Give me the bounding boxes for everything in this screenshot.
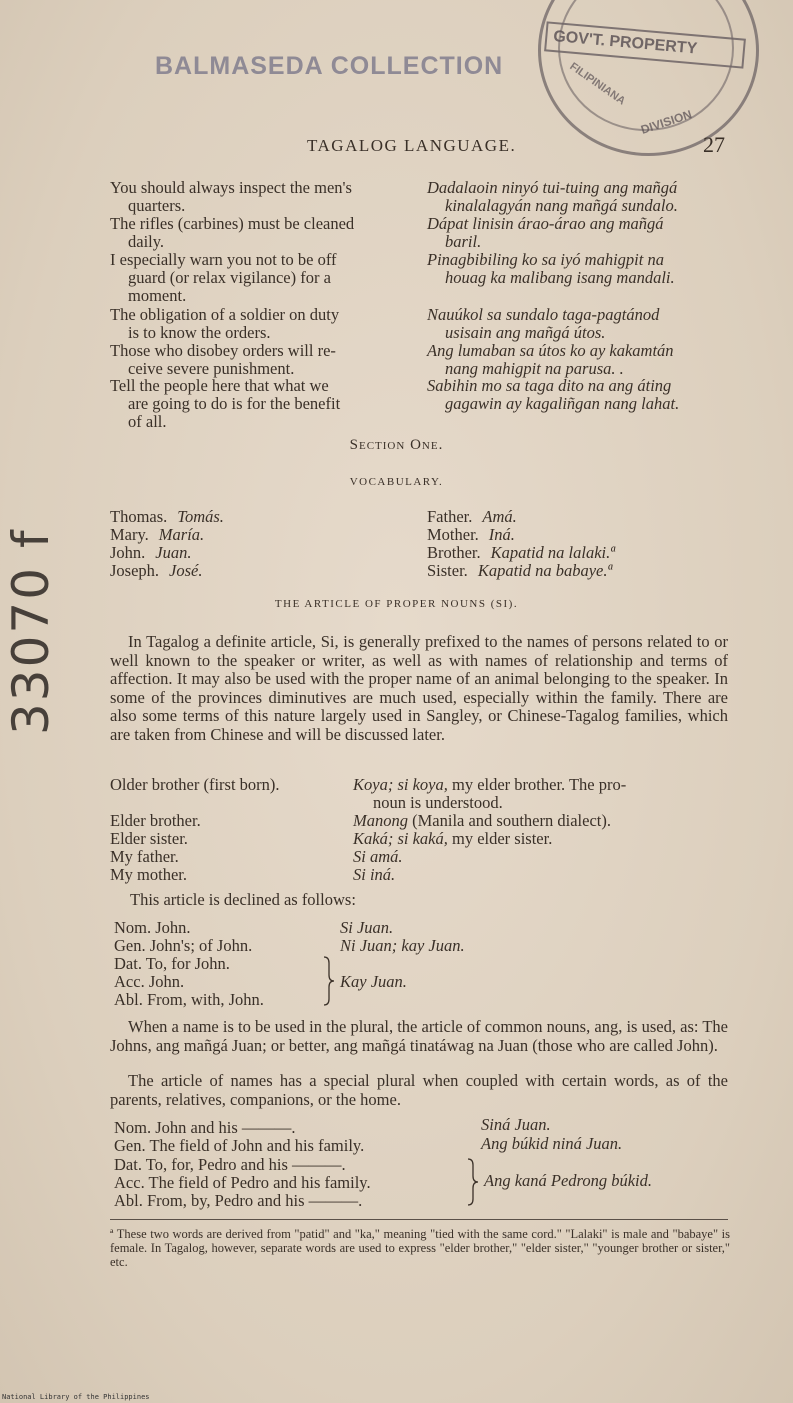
plural-paragraph-text: When a name is to be used in the plural, the article of common nouns, ang, is used, as: The Johns, ang mañgá Juan; or better, ang mañgá tinatáwag na Juan (those who are called John). [110,1017,728,1055]
vocab-entry [427,507,517,527]
kin-term-english: Elder sister. [110,829,188,848]
vocab-tagalog: María. [158,525,205,544]
case-tagalog-text: Ang kaná Pedrong búkid. [484,1171,653,1190]
kin-term-tagalog [353,848,403,866]
kin-term-tagalog [353,830,552,848]
kin-term-word: Koya; si koya, [353,775,448,794]
case-label: Dat. [114,1155,142,1174]
page-number: 27 [703,132,725,157]
vocab-tagalog: Juan. [155,543,192,562]
phrase-tagalog: nang mahigpit na parusa. . [445,359,624,378]
phrase-english: daily. [128,232,165,251]
case-english: John's; of John. [149,936,253,955]
case-label: Nom. [114,918,152,937]
seal-arc-text: FILIPINIANA [567,60,628,108]
phrase-tagalog: Sabihin mo sa taga dito na ang áting [427,376,672,395]
vocab-english: Mother. [427,525,479,544]
vocab-tagalog: José. [169,561,203,580]
vocab-tagalog: Iná. [488,525,515,544]
declension-row [114,919,191,937]
brace-icon [466,1157,480,1207]
vocab-entry [110,507,224,527]
case-tagalog-text: Kay Juan. [340,972,407,991]
case-english: To, for John. [145,954,230,973]
kin-term-english: Older brother (first born). [110,775,280,794]
declension-row [114,937,252,955]
section-title: Section One. [349,437,444,453]
phrase-english: are going to do is for the benefit [128,394,341,413]
vocab-entry [427,525,515,545]
case-tagalog-text: Ni Juan; kay Juan. [340,936,465,955]
case-label: Abl. [114,990,143,1009]
case-label: Acc. [114,972,145,991]
phrase-english: quarters. [128,196,186,215]
kin-term-tagalog [353,812,611,830]
phrase-english: Those who disobey orders will re- [110,341,336,360]
kin-term-english: My father. [110,847,179,866]
phrase-english: I especially warn you not to be off [110,250,337,269]
footnote: ª These two words are derived from "patid" and "ka," meaning "tied with the same cord." "Lalaki" is male and "babaye" is female. In Tagalog, however, separate words are used to express "elder brother," "elder sister," "younger brother or sister," etc. [110,1227,730,1269]
phrase-tagalog: Dadalaoin ninyó tui-tuing ang mañgá [427,178,678,197]
phrase-tagalog: Ang lumaban sa útos ko ay kakamtán [427,341,674,360]
case-label: Abl. [114,1191,143,1210]
declension-intro: This article is declined as follows: [130,890,356,909]
phrase-english: The rifles (carbines) must be cleaned [110,214,355,233]
case-tagalog [481,1135,622,1153]
case-tagalog [340,919,393,937]
kin-term-note: my elder sister. [447,829,553,848]
case-tagalog [481,1116,551,1134]
kin-term-word: Si amá. [353,847,403,866]
vocab-english: Sister. [427,561,468,580]
case-english: From, with, John. [147,990,264,1009]
kin-term-english: Elder brother. [110,811,201,830]
phrase-tagalog: houag ka malibang isang mandali. [445,268,675,287]
vocab-english: Joseph. [110,561,160,580]
case-tagalog-text: Si Juan. [340,918,394,937]
plural-paragraph-2: The article of names has a special plural when coupled with certain words, as of the parents, relatives, companions, or the home. [110,1071,728,1109]
case-label: Dat. [114,954,142,973]
phrase-tagalog: Nauúkol sa sundalo taga-pagtánod [427,305,660,324]
declension-row [114,991,264,1009]
case-english: To, for, Pedro and his ———. [145,1155,346,1174]
vocab-english: Mary. [110,525,149,544]
declension-row [114,1119,296,1137]
declension-row [114,1174,371,1192]
declension-row [114,1156,346,1174]
phrase-english: is to know the orders. [128,323,271,342]
phrase-english: Tell the people here that what we [110,376,329,395]
running-head: TAGALOG LANGUAGE. [307,136,517,155]
phrase-tagalog: usisain ang mañgá útos. [445,323,606,342]
phrase-english: of all. [128,412,167,431]
phrase-tagalog: Dápat linisin árao-árao ang mañgá [427,214,664,233]
vocab-tagalog: Tomás. [177,507,224,526]
vocab-tagalog: Amá. [482,507,517,526]
phrase-english: You should always inspect the men's [110,178,352,197]
kin-term-note: my elder brother. The pro- [447,775,627,794]
seal-band-text: GOV'T. PROPERTY [544,21,746,68]
declension-row [114,1137,364,1155]
kin-term-word: Si iná. [353,865,396,884]
phrase-english: The obligation of a soldier on duty [110,305,340,324]
vocab-english: John. [110,543,146,562]
vocab-entry [110,561,203,581]
vocab-entry [427,561,612,581]
declension-row [114,973,184,991]
case-english: John and his ———. [155,1118,296,1137]
phrase-tagalog: kinalalagyán nang mañgá sundalo. [445,196,678,215]
vocab-entry [427,543,615,563]
kin-term-word: Manong [353,811,408,830]
case-tagalog [340,973,407,991]
case-english: The field of John and his family. [149,1136,365,1155]
brace-icon [322,955,336,1007]
handwritten-accession-number: 33070 f [2,528,60,735]
vocab-english: Father. [427,507,473,526]
phrase-english: ceive severe punishment. [128,359,295,378]
kin-term-tagalog [353,776,728,794]
vocab-tagalog: Kapatid na lalaki.ª [490,543,615,562]
case-tagalog-text: Siná Juan. [481,1115,551,1134]
kin-term-english: My mother. [110,865,187,884]
vocab-entry [110,525,204,545]
case-tagalog [484,1172,652,1190]
phrase-english: guard (or relax vigilance) for a [128,268,331,287]
kin-term-tagalog [353,866,395,884]
case-label: Gen. [114,1136,146,1155]
kin-term-note: (Manila and southern dialect). [408,811,611,830]
collection-stamp: BALMASEDA COLLECTION [155,52,504,80]
case-tagalog-text: Ang búkid niná Juan. [481,1134,623,1153]
kin-term-word: Kaká; si kaká, [353,829,448,848]
case-english: The field of Pedro and his family. [148,1173,371,1192]
case-label: Acc. [114,1173,145,1192]
article-paragraph: In Tagalog a definite article, Si, is generally prefixed to the names of persons related to or well known to the speaker or writer, as well as with names of relationship and terms of affection. It may also be used with the proper name of an animal belonging to the speaker. In some of the provinces diminutives are much used, especially within the family. There are also some terms of this nature largely used in Sangley, or Chinese-Tagalog families, which are taken from Chinese and will be discussed later. [110,632,728,744]
vocab-tagalog: Kapatid na babaye.ª [477,561,613,580]
vocabulary-heading: VOCABULARY. [349,476,444,488]
vocab-entry [110,543,192,563]
declension-row [114,1192,362,1210]
phrase-tagalog: gagawin ay kagaliñgan nang lahat. [445,394,680,413]
vocab-english: Brother. [427,543,481,562]
case-tagalog [340,937,465,955]
phrase-english: moment. [128,286,187,305]
declension-row [114,955,230,973]
library-credit: National Library of the Philippines [2,1393,150,1401]
article-heading: THE ARTICLE OF PROPER NOUNS (SI). [274,598,519,610]
phrase-tagalog: baril. [445,232,482,251]
case-english: John. [155,918,191,937]
case-label: Nom. [114,1118,152,1137]
seal-arc-text-2: DIVISION [639,107,694,137]
kin-term-note-continued: noun is understood. [373,793,503,812]
plural-paragraph [110,1018,728,1055]
case-label: Gen. [114,936,146,955]
footnote-rule [110,1219,728,1220]
case-english: From, by, Pedro and his ———. [147,1191,363,1210]
phrase-tagalog: Pinagbibiling ko sa iyó mahigpit na [427,250,664,269]
vocab-english: Thomas. [110,507,168,526]
case-english: John. [148,972,185,991]
